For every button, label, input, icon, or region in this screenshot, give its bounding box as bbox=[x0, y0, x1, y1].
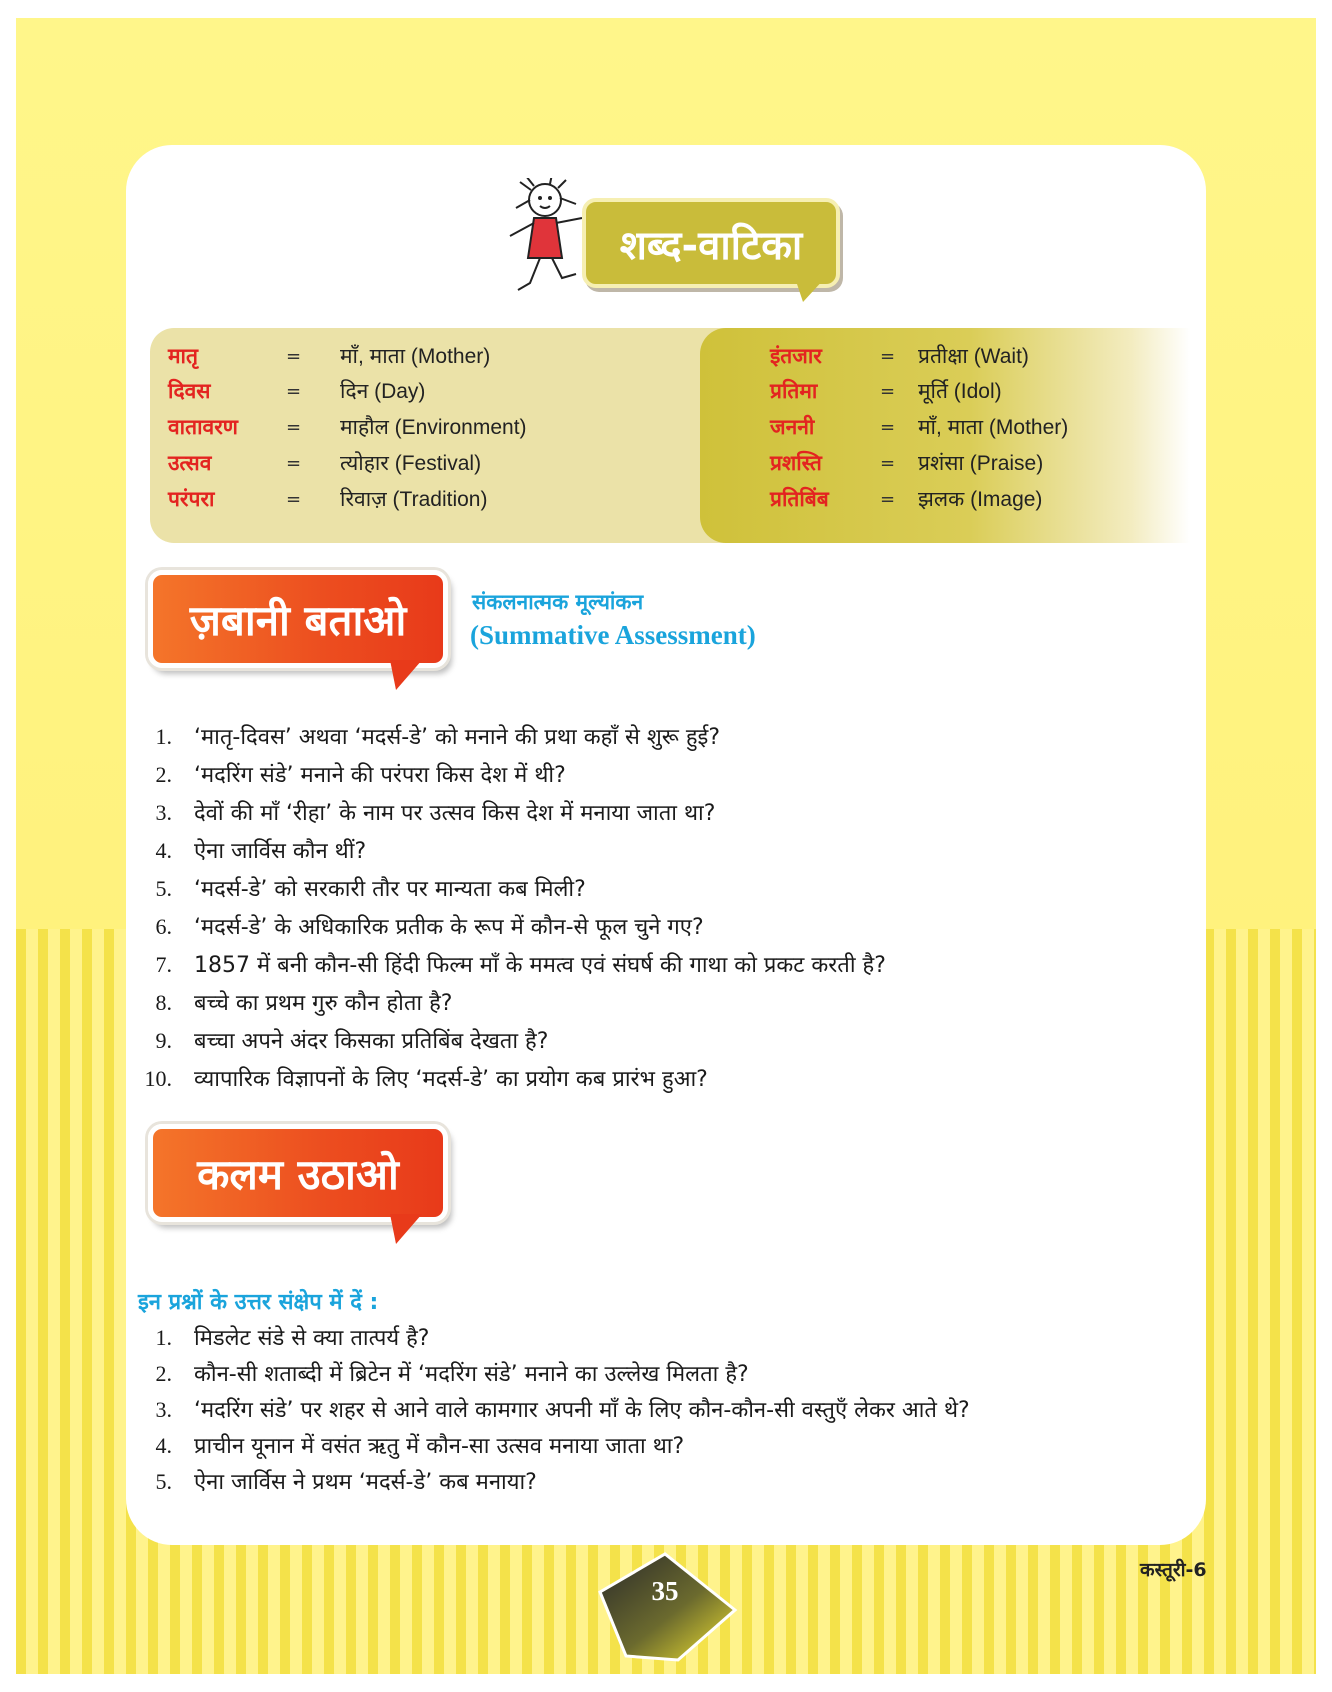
vocab-meaning: दिन (Day) bbox=[340, 380, 426, 403]
question-text: ऐना जार्विस ने प्रथम ‘मदर्स-डे’ कब मनाया? bbox=[194, 1470, 537, 1495]
title-bubble-tail bbox=[795, 278, 825, 302]
vocab-row bbox=[770, 375, 1002, 407]
oral-question bbox=[126, 835, 366, 865]
question-text: बच्चे का प्रथम गुरु कौन होता है? bbox=[194, 991, 453, 1016]
oral-section-title: ज़बानी बताओ bbox=[148, 570, 448, 668]
question-text: व्यापारिक विज्ञापनों के लिए ‘मदर्स-डे’ का प्रयोग कब प्रारंभ हुआ? bbox=[194, 1067, 708, 1092]
vocab-word: प्रशस्ति bbox=[770, 451, 822, 475]
question-text: ‘मदरिंग संडे’ पर शहर से आने वाले कामगार अपनी माँ के लिए कौन-कौन-सी वस्तुएँ लेकर आते थे? bbox=[194, 1398, 970, 1423]
oral-question bbox=[126, 911, 704, 941]
vocab-equals: = bbox=[286, 416, 302, 438]
vocab-equals: = bbox=[880, 416, 896, 438]
oral-bubble-tail bbox=[390, 660, 422, 690]
written-question bbox=[126, 1430, 684, 1460]
vocab-row bbox=[168, 447, 482, 479]
vocab-word: प्रतिबिंब bbox=[770, 487, 829, 511]
summative-assessment-english: (Summative Assessment) bbox=[470, 620, 756, 650]
question-number: 1. bbox=[155, 1325, 172, 1350]
question-number: 2. bbox=[155, 1361, 172, 1386]
vocab-meaning: माहौल (Environment) bbox=[340, 416, 527, 439]
question-number: 4. bbox=[155, 1433, 172, 1458]
question-number: 3. bbox=[155, 1397, 172, 1422]
vocab-meaning: प्रतीक्षा (Wait) bbox=[918, 345, 1029, 368]
vocab-row bbox=[168, 483, 488, 515]
oral-question bbox=[126, 759, 566, 789]
vocab-word: दिवस bbox=[168, 379, 211, 403]
vocab-meaning: झलक (Image) bbox=[918, 488, 1043, 511]
vocab-word: जननी bbox=[770, 415, 815, 439]
vocab-equals: = bbox=[880, 345, 896, 367]
question-number: 10. bbox=[144, 1066, 172, 1091]
vocab-meaning: मूर्ति (Idol) bbox=[918, 380, 1002, 403]
question-text: देवों की माँ ‘रीहा’ के नाम पर उत्सव किस देश में मनाया जाता था? bbox=[194, 801, 716, 826]
question-number: 7. bbox=[155, 952, 172, 977]
oral-question bbox=[126, 949, 886, 979]
vocab-equals: = bbox=[286, 345, 302, 367]
written-question bbox=[126, 1322, 429, 1352]
question-number: 6. bbox=[155, 914, 172, 939]
vocab-equals: = bbox=[880, 488, 896, 510]
written-question bbox=[126, 1394, 970, 1424]
vocab-word: मातृ bbox=[168, 344, 198, 368]
written-question bbox=[126, 1358, 749, 1388]
vocab-row bbox=[770, 340, 1029, 372]
oral-question bbox=[126, 797, 715, 827]
question-number: 4. bbox=[155, 838, 172, 863]
question-text: ‘मदरिंग संडे’ मनाने की परंपरा किस देश में थी? bbox=[194, 763, 566, 788]
oral-question bbox=[126, 873, 586, 903]
vocab-row bbox=[168, 375, 426, 407]
page-number-badge bbox=[590, 1552, 740, 1662]
oral-question bbox=[126, 1025, 548, 1055]
question-number: 1. bbox=[155, 724, 172, 749]
question-text: प्राचीन यूनान में वसंत ऋतु में कौन-सा उत्सव मनाया जाता था? bbox=[194, 1434, 685, 1459]
question-text: ऐना जार्विस कौन थीं? bbox=[194, 839, 367, 864]
written-question bbox=[126, 1466, 537, 1496]
vocab-row bbox=[770, 447, 1044, 479]
question-text: कौन-सी शताब्दी में ब्रिटेन में ‘मदरिंग संडे’ मनाने का उल्लेख मिलता है? bbox=[194, 1362, 749, 1387]
question-text: ‘मदर्स-डे’ को सरकारी तौर पर मान्यता कब मिली? bbox=[194, 877, 586, 902]
vocab-row bbox=[770, 483, 1043, 515]
vocab-word: परंपरा bbox=[168, 487, 215, 511]
vocab-meaning: माँ, माता (Mother) bbox=[340, 345, 491, 368]
vocab-word: वातावरण bbox=[168, 415, 238, 439]
shabd-vatika-title: शब्द-वाटिका bbox=[582, 198, 840, 288]
book-name: कस्तूरी-6 bbox=[1140, 1559, 1207, 1581]
vocab-meaning: प्रशंसा (Praise) bbox=[918, 452, 1044, 475]
question-number: 2. bbox=[155, 762, 172, 787]
question-number: 8. bbox=[155, 990, 172, 1015]
vocab-row bbox=[168, 340, 491, 372]
vocab-equals: = bbox=[286, 380, 302, 402]
question-number: 5. bbox=[155, 876, 172, 901]
question-number: 5. bbox=[155, 1469, 172, 1494]
vocab-word: इंतजार bbox=[770, 344, 822, 368]
vocab-row bbox=[168, 411, 527, 443]
vocab-row bbox=[770, 411, 1069, 443]
question-number: 3. bbox=[155, 800, 172, 825]
page-number: 35 bbox=[651, 1576, 679, 1606]
question-text: ‘मातृ-दिवस’ अथवा ‘मदर्स-डे’ को मनाने की प्रथा कहाँ से शुरू हुई? bbox=[194, 725, 721, 750]
oral-question bbox=[126, 987, 452, 1017]
vocab-equals: = bbox=[880, 452, 896, 474]
written-instruction: इन प्रश्नों के उत्तर संक्षेप में दें : bbox=[138, 1290, 379, 1315]
written-bubble-tail bbox=[390, 1214, 422, 1244]
oral-question bbox=[126, 721, 720, 751]
running-girl-illustration bbox=[490, 178, 590, 308]
written-section-title: कलम उठाओ bbox=[148, 1124, 448, 1222]
vocab-equals: = bbox=[286, 452, 302, 474]
vocab-meaning: रिवाज़ (Tradition) bbox=[340, 488, 488, 511]
oral-question bbox=[126, 1063, 708, 1093]
vocab-word: प्रतिमा bbox=[770, 379, 818, 403]
question-text: मिडलेट संडे से क्या तात्पर्य है? bbox=[194, 1326, 430, 1351]
vocab-meaning: त्योहार (Festival) bbox=[340, 452, 482, 475]
question-text: बच्चा अपने अंदर किसका प्रतिबिंब देखता है? bbox=[194, 1029, 549, 1054]
question-number: 9. bbox=[155, 1028, 172, 1053]
question-text: ‘मदर्स-डे’ के अधिकारिक प्रतीक के रूप में कौन-से फूल चुने गए? bbox=[194, 915, 704, 940]
vocab-equals: = bbox=[286, 488, 302, 510]
vocab-meaning: माँ, माता (Mother) bbox=[918, 416, 1069, 439]
vocab-equals: = bbox=[880, 380, 896, 402]
summative-assessment-hindi: संकलनात्मक मूल्यांकन bbox=[472, 590, 644, 614]
vocab-word: उत्सव bbox=[168, 451, 212, 475]
question-text: 1857 में बनी कौन-सी हिंदी फिल्म माँ के ममत्व एवं संघर्ष की गाथा को प्रकट करती है? bbox=[194, 953, 886, 978]
